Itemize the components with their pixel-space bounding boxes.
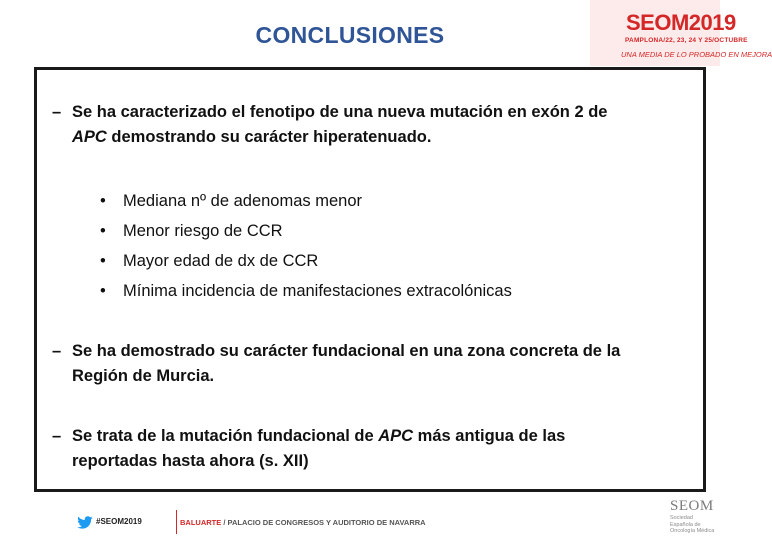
- list-item: [100, 186, 660, 216]
- bullet-dot: •: [100, 192, 106, 210]
- bullet-dot: •: [100, 282, 106, 300]
- logo-brand-text: SEOM: [626, 10, 689, 35]
- conclusion-1-line1: Se ha caracterizado el fenotipo de una nueva mutación en exón 2 de: [72, 103, 608, 121]
- gene-name: APC: [378, 427, 414, 445]
- bullet-dot: •: [100, 252, 106, 270]
- twitter-icon: [76, 516, 94, 530]
- conclusion-3-line1b: más antigua de las: [413, 427, 566, 445]
- footer-divider: [176, 510, 177, 534]
- logo-slogan: UNA MEDIA DE LO PROBADO EN MEJORA: [621, 50, 772, 59]
- conclusion-1-text: [72, 100, 692, 150]
- bullet-text: Mayor edad de dx de CCR: [123, 252, 319, 270]
- seom-org-subtitle: Sociedad Española de Oncología Médica: [670, 515, 715, 534]
- list-item: [100, 216, 660, 246]
- conclusion-1-line2: demostrando su carácter hiperatenuado.: [106, 128, 432, 146]
- dash-marker: –: [52, 103, 62, 121]
- slide-footer: [0, 492, 720, 540]
- phenotype-bullet-list: [100, 186, 660, 306]
- venue-name: BALUARTE: [180, 518, 222, 527]
- conclusion-2-line1: Se ha demostrado su carácter fundacional en una zona concreta de la: [72, 342, 621, 360]
- dash-marker: –: [52, 427, 62, 445]
- logo-brand: [626, 10, 736, 36]
- bullet-text: Menor riesgo de CCR: [123, 222, 283, 240]
- bullet-text: Mediana nº de adenomas menor: [123, 192, 363, 210]
- conclusion-3-line2: reportadas hasta ahora (s. XII): [72, 452, 309, 470]
- bullet-dot: •: [100, 222, 106, 240]
- slide-title: CONCLUSIONES: [255, 22, 445, 48]
- conclusion-2-text: [72, 339, 692, 389]
- conclusion-3-text: [72, 424, 692, 474]
- conclusion-2-line2: Región de Murcia.: [72, 367, 215, 385]
- bullet-text: Mínima incidencia de manifestaciones extracolónicas: [123, 282, 512, 300]
- logo-dates: PAMPLONA/22, 23, 24 Y 25/OCTUBRE: [625, 37, 748, 44]
- list-item: [100, 276, 660, 306]
- list-item: [100, 246, 660, 276]
- dash-marker: –: [52, 342, 62, 360]
- logo-year: 2019: [688, 10, 736, 35]
- gene-name: APC: [72, 128, 107, 146]
- conclusion-3-line1a: Se trata de la mutación fundacional de: [72, 427, 379, 445]
- venue-detail: / PALACIO DE CONGRESOS Y AUDITORIO DE NAVARRA: [221, 518, 426, 527]
- hashtag: #SEOM2019: [96, 517, 142, 526]
- venue-text: [180, 518, 426, 527]
- seom-org-logo: SEOM: [670, 498, 714, 514]
